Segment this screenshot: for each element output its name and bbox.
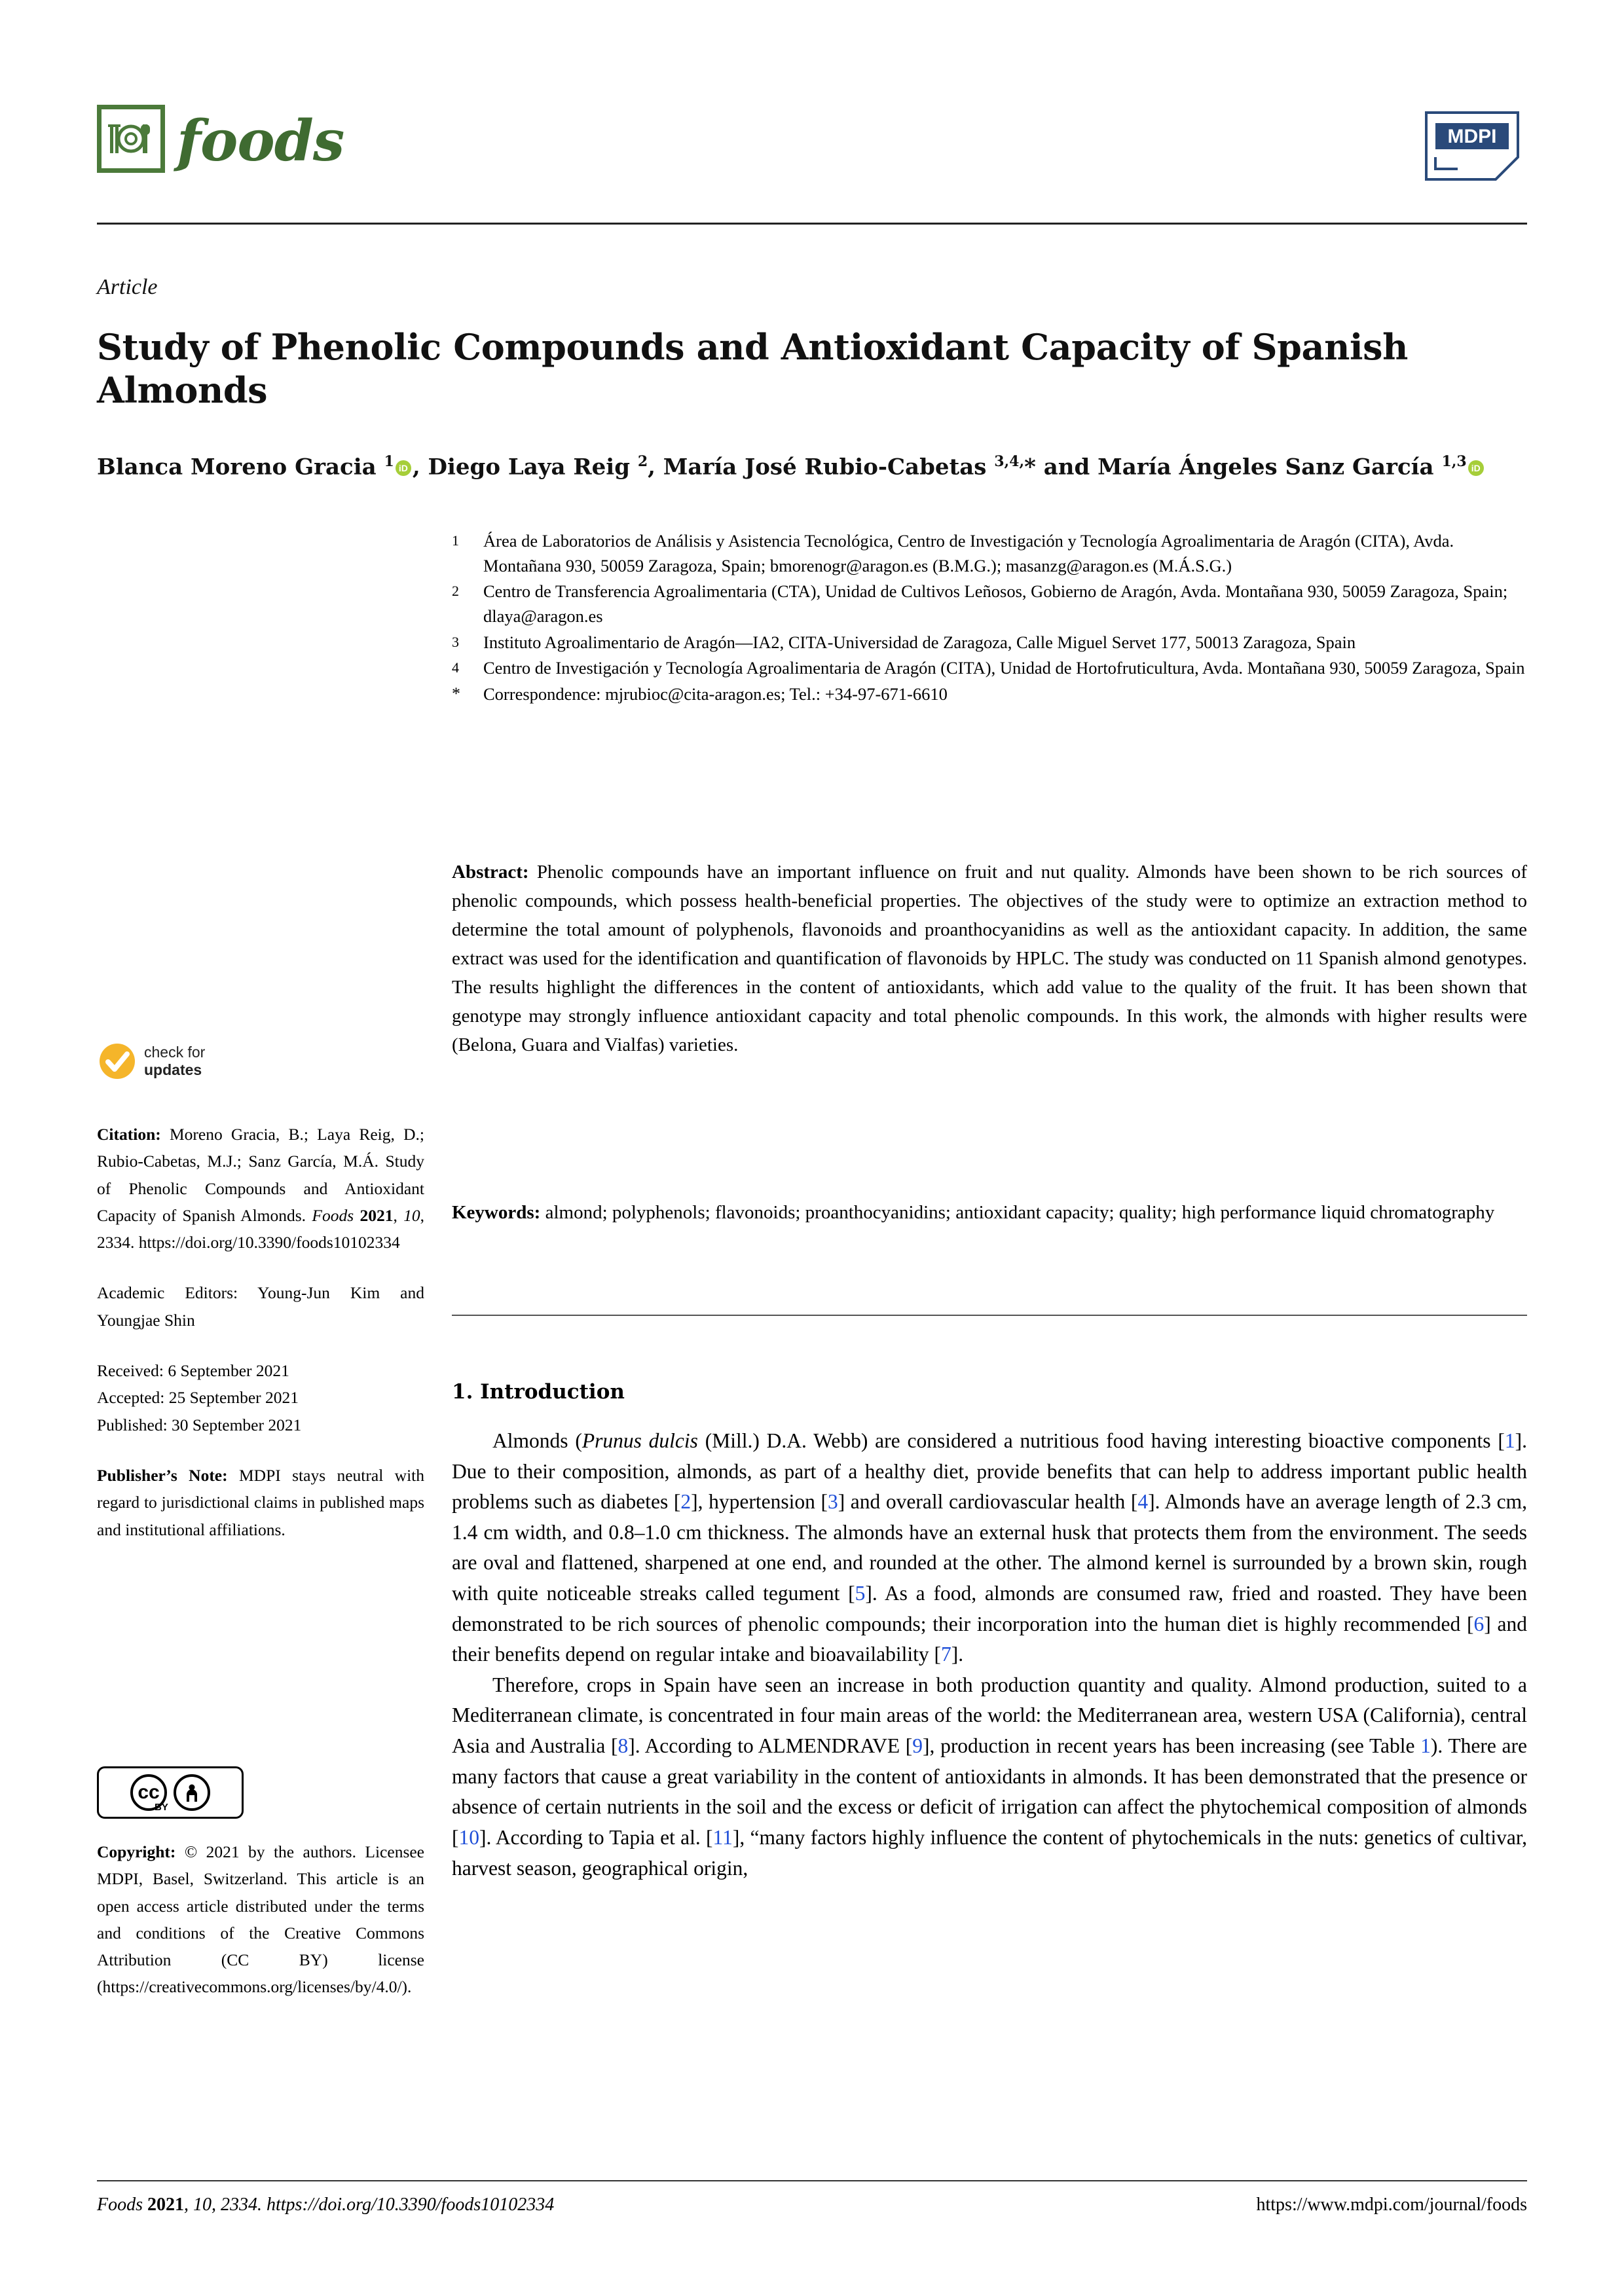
copyright-text: © 2021 by the authors. Licensee MDPI, Basel, Switzerland. This article is an open access article distributed under the terms and conditions of the Creative Commons Attribution (CC BY) license (https://creativecommons.org/licenses/by/4.0/).: [97, 1842, 424, 1997]
copyright-block: [97, 1838, 424, 2001]
abstract-label: Abstract:: [452, 862, 529, 883]
author-list: Blanca Moreno Gracia $^1$ iD , Diego Laya Reig $^2$, María José Rubio-Cabetas $^{3,4,}$* and María Ángeles Sanz García $^{1,3}$iD: [97, 452, 1538, 483]
affiliation-item: [452, 656, 1527, 681]
check-for-updates-badge[interactable]: [97, 1041, 267, 1082]
affiliation-item: [452, 630, 1527, 655]
keywords-label: Keywords:: [452, 1202, 541, 1223]
body-content: [452, 1426, 1527, 1884]
paragraph: Therefore, crops in Spain have seen an increase in both production quantity and quality. Almond production, suited to a Mediterranean climate, is concentrated in four main areas of the world: the Mediterranean area, western USA (California), central Asia and Australia [8]. According to ALMENDRAVE [9], production in recent years has been increasing (see Table 1). There are many factors that cause a great variability in the content of antioxidants in almonds. It has been demonstrated that the presence or absence of certain nutrients in the soil and the excess or deficit of irrigation can affect the phytochemical composition of almonds [10]. According to Tapia et al. [11], “many factors highly influence the content of phytochemicals in the nuts: genetics of cultivar, harvest season, geographical origin,: [452, 1673, 1527, 1880]
svg-text:MDPI: MDPI: [1447, 126, 1497, 147]
correspondence-marker: *: [452, 683, 460, 703]
affiliation-item: [452, 579, 1527, 629]
citation-block: [97, 1121, 424, 1256]
publication-dates: [97, 1357, 424, 1438]
header-divider: [97, 223, 1527, 225]
footer-divider: [97, 2180, 1527, 2181]
affiliations: [452, 529, 1527, 708]
publishers-note-text: MDPI stays neutral with regard to jurisdictional claims in published maps and institutional affiliations.: [97, 1465, 424, 1539]
check-updates-line2: updates: [144, 1061, 202, 1078]
keywords-block: [452, 1198, 1527, 1227]
section-divider: [452, 1315, 1527, 1316]
by-person-icon: [174, 1774, 210, 1811]
check-updates-label: [144, 1044, 205, 1078]
mdpi-logo[interactable]: [1417, 106, 1527, 185]
cc-by-label: BY: [155, 1802, 168, 1813]
journal-header: [97, 105, 1527, 210]
orcid-icon[interactable]: [1468, 460, 1484, 476]
keywords-text: almond; polyphenols; flavonoids; proanthocyanidins; antioxidant capacity; quality; high performance liquid chromatography: [540, 1202, 1495, 1223]
date-published: Published: 30 September 2021: [97, 1415, 302, 1434]
correspondence-text: Correspondence: mjrubioc@cita-aragon.es; Tel.: +34-97-671-6610: [483, 683, 948, 704]
affiliation-text: Centro de Transferencia Agroalimentaria (CTA), Unidad de Cultivos Leñosos, Gobierno de Aragón, Avda. Montañana 930, 50059 Zaragoza, Spain; dlaya@aragon.es: [483, 581, 1508, 626]
journal-name: foods: [177, 108, 344, 174]
check-updates-line1: check for: [144, 1044, 206, 1061]
citation-label: Citation:: [97, 1125, 161, 1144]
date-received: Received: 6 September 2021: [97, 1361, 289, 1381]
article-type-label: Article: [97, 275, 158, 299]
copyright-label: Copyright:: [97, 1842, 176, 1861]
citation-text: Moreno Gracia, B.; Laya Reig, D.; Rubio-Cabetas, M.J.; Sanz García, M.Á. Study of Phenolic Compounds and Antioxidant Capacity of Spanish Almonds. Foods 2021, 10, 2334. https://doi.org/10.3390/foods10102334: [97, 1125, 425, 1252]
abstract-block: [452, 858, 1527, 1060]
affiliation-text: Instituto Agroalimentario de Aragón—IA2, CITA-Universidad de Zaragoza, Calle Miguel Servet 177, 50013 Zaragoza, Spain: [483, 632, 1356, 652]
journal-logo[interactable]: [97, 105, 344, 173]
affiliation-text: Centro de Investigación y Tecnología Agroalimentaria de Aragón (CITA), Unidad de Hortofruticultura, Avda. Montañana 930, 50059 Zaragoza, Spain: [483, 658, 1525, 678]
date-accepted: Accepted: 25 September 2021: [97, 1388, 299, 1408]
abstract-text: Phenolic compounds have an important influence on fruit and nut quality. Almonds have been shown to be rich sources of phenolic compounds, which possess health-beneficial properties. The objectives of the study were to optimize an extraction method to determine the total amount of polyphenols, flavonoids and proanthocyanidins as well as the antioxidant capacity. In addition, the same extract was used for the identification and quantification of flavonoids by HPLC. The study was conducted on 11 Spanish almond genotypes. The results highlight the differences in the content of antioxidants, which add value to the quality of the fruit. It has been shown that genotype may strongly influence antioxidant capacity and total phenolic compounds. In this work, the almonds with higher results were (Belona, Guara and Vialfas) varieties.: [452, 862, 1527, 1056]
correspondence-item: [452, 682, 1527, 707]
plate-cutlery-icon: [97, 105, 165, 173]
publishers-note-label: Publisher’s Note:: [97, 1465, 228, 1485]
creative-commons-badge[interactable]: [97, 1766, 244, 1819]
publishers-note: [97, 1462, 424, 1543]
paragraph: Almonds (Prunus dulcis (Mill.) D.A. Webb) are considered a nutritious food having interesting bioactive components [1]. Due to their composition, almonds, as part of a healthy diet, provide benefits that can help to address important public health problems such as diabetes [2], hypertension [3] and overall cardiovascular health [4]. Almonds have an average length of 2.3 cm, 1.4 cm width, and 0.8–1.0 cm thickness. The almonds have an external husk that protects them from the environment. The seeds are oval and flattened, sharpened at one end, and rounded at the other. The almond kernel is surrounded by a brown skin, rough with quite noticeable streaks called tegument [5]. As a food, almonds are consumed raw, fried and roasted. They have been demonstrated to be rich sources of phenolic compounds; their incorporation into the human diet is highly recommended [6] and their benefits depend on regular intake and bioavailability [7].: [452, 1429, 1528, 1666]
academic-editors: Academic Editors: Young-Jun Kim and Youngjae Shin: [97, 1283, 424, 1330]
affiliation-marker: 1: [452, 532, 459, 549]
page-title: Study of Phenolic Compounds and Antioxidant Capacity of Spanish Almonds: [97, 326, 1408, 412]
affiliation-item: [452, 529, 1527, 578]
sidebar-metadata: [97, 1121, 424, 1567]
footer-journal-url[interactable]: https://www.mdpi.com/journal/foods: [1256, 2195, 1527, 2215]
affiliation-text: Área de Laboratorios de Análisis y Asistencia Tecnológica, Centro de Investigación y Tecnología Agroalimentaria de Aragón (CITA), Avda. Montañana 930, 50059 Zaragoza, Spain; bmorenogr@aragon.es (B.M.G.); masanzg@aragon.es (M.Á.S.G.): [483, 531, 1454, 575]
footer-citation: Foods 2021, 10, 2334. https://doi.org/10.3390/foods10102334: [97, 2195, 555, 2215]
affiliation-marker: 3: [452, 633, 459, 650]
cc-icon: cc: [130, 1774, 167, 1811]
affiliation-marker: 4: [452, 659, 459, 676]
section-heading-introduction: 1. Introduction: [452, 1380, 625, 1404]
orcid-icon[interactable]: [396, 460, 411, 476]
affiliation-marker: 2: [452, 583, 459, 600]
check-circle-icon: [97, 1041, 138, 1082]
